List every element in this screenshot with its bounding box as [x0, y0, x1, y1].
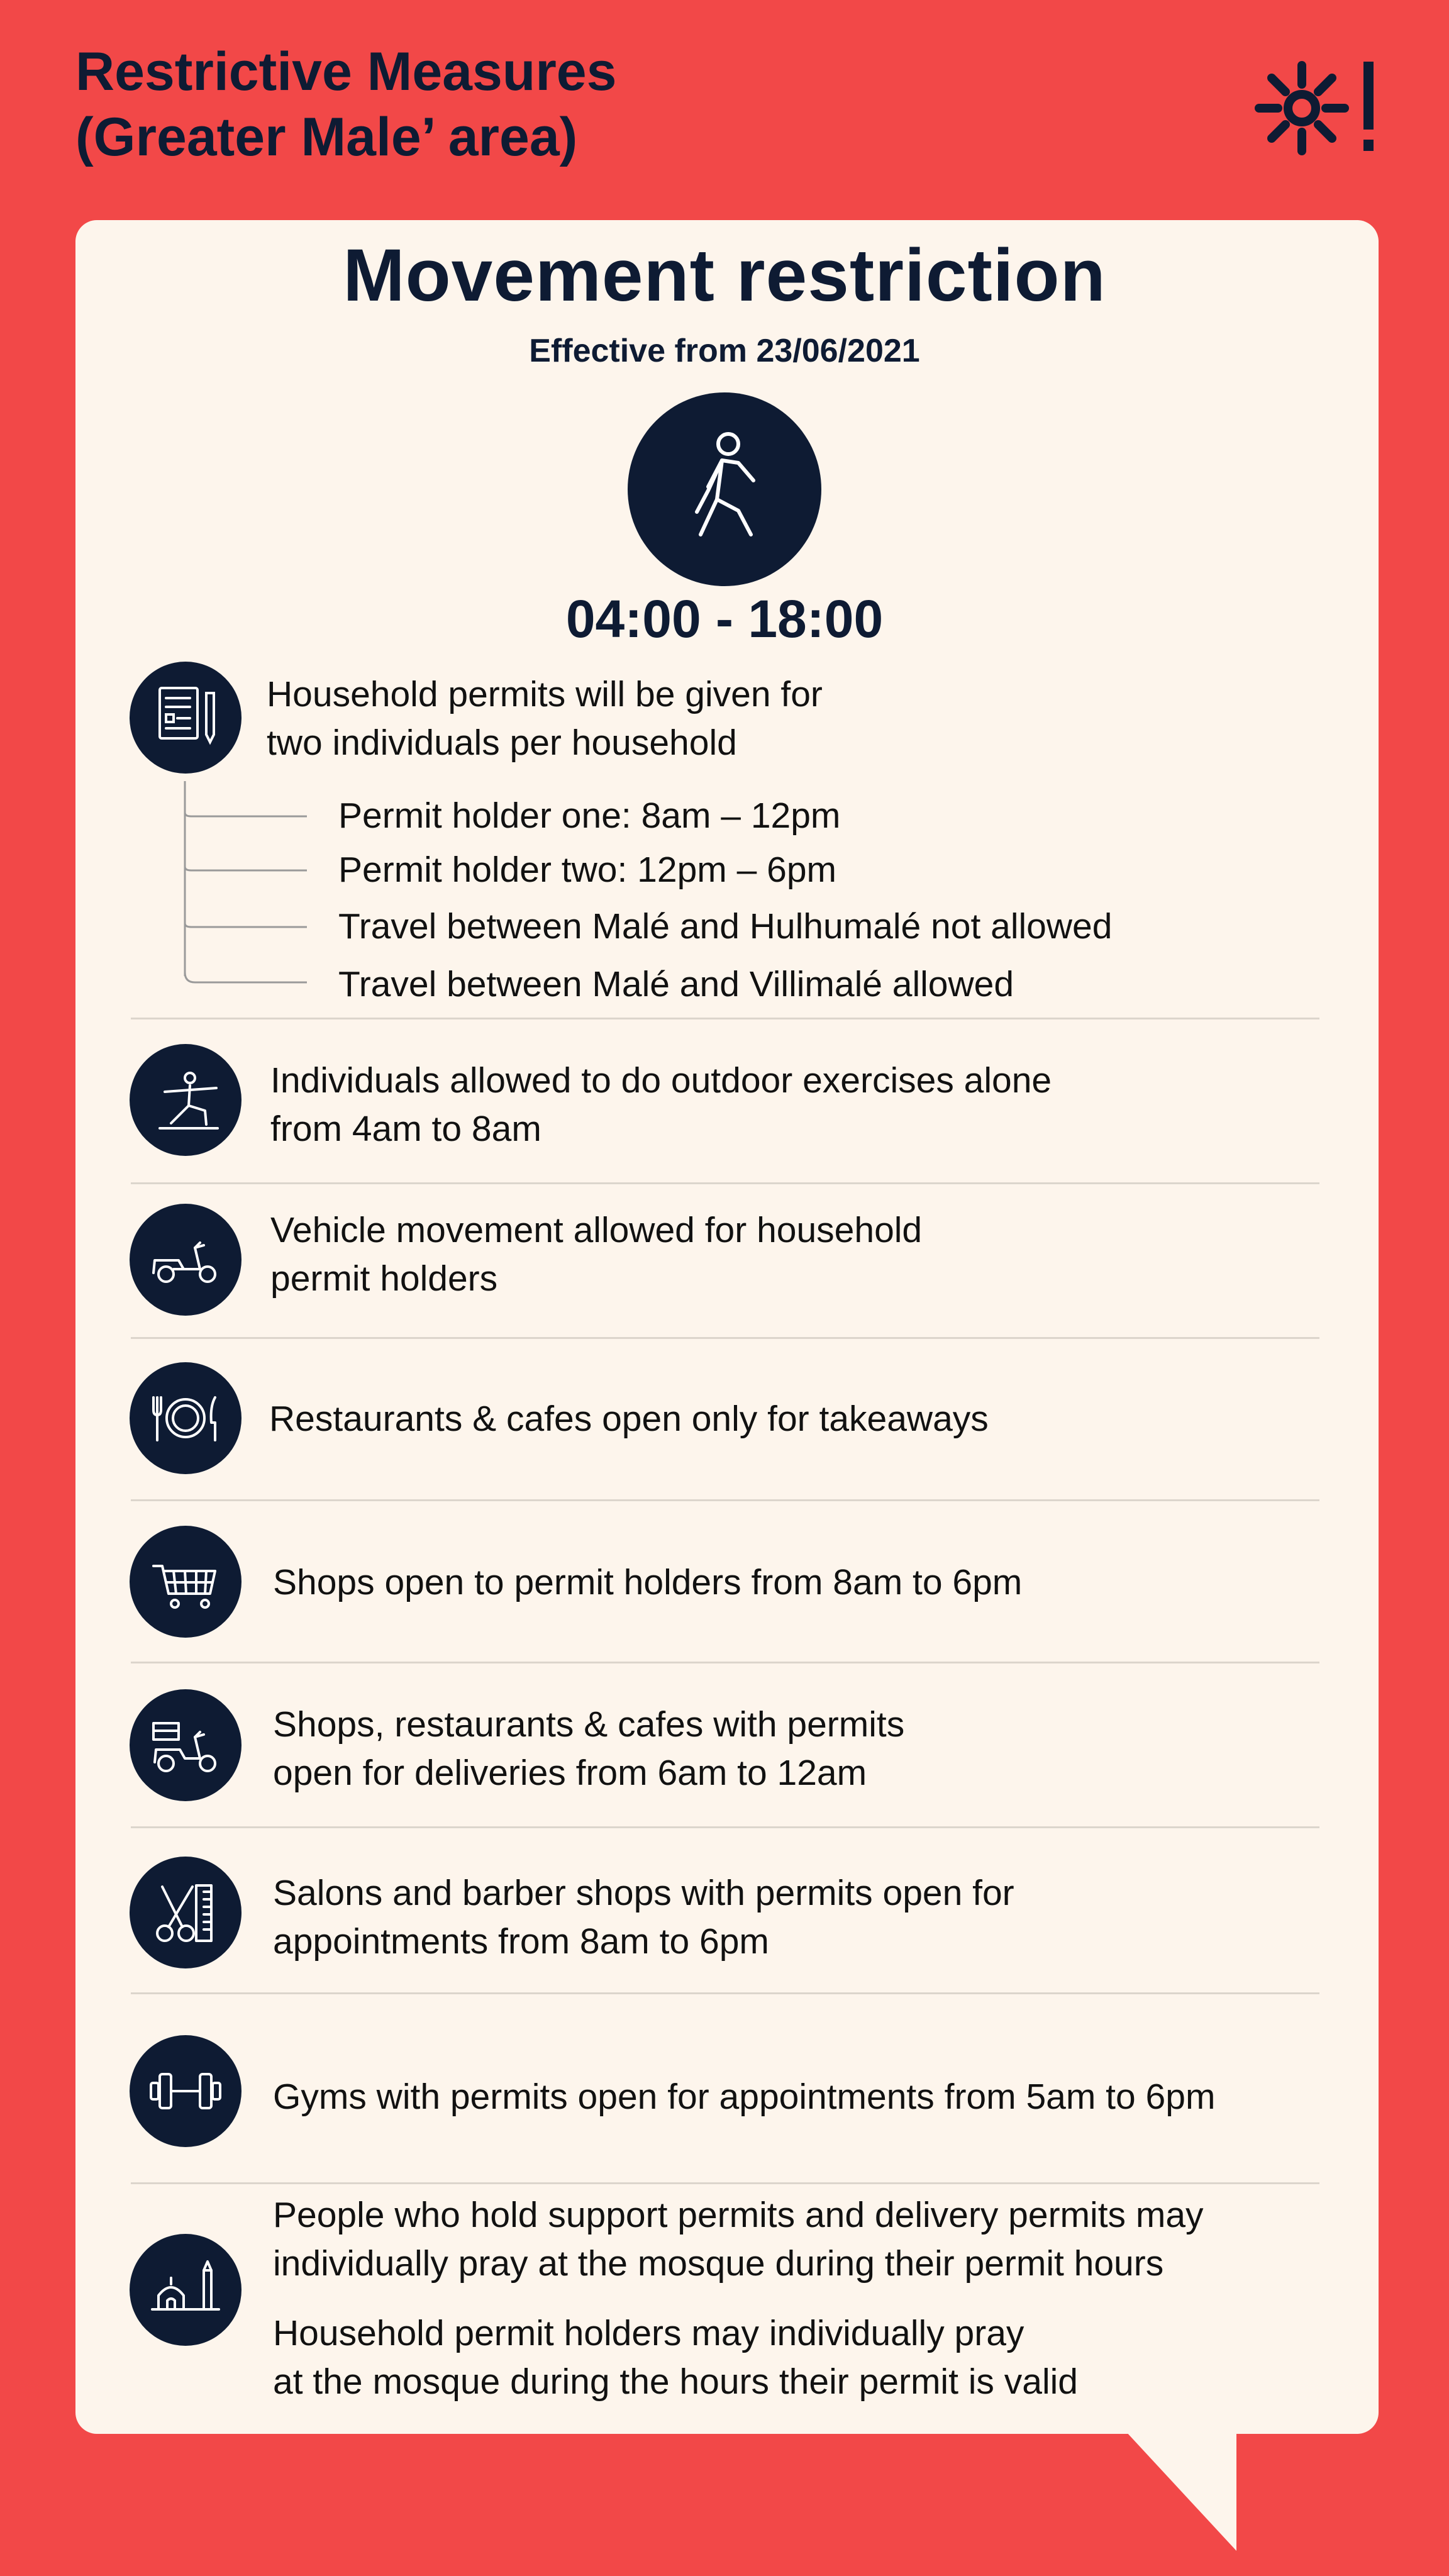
divider	[131, 1499, 1319, 1501]
divider	[131, 1182, 1319, 1184]
walking-person-icon	[628, 392, 821, 586]
sub-item: Travel between Malé and Hulhumalé not allowed	[338, 906, 1113, 947]
rule-text-salons: Salons and barber shops with permits open for appointments from 8am to 6pm	[273, 1873, 1014, 1962]
delivery-scooter-icon	[130, 1689, 242, 1801]
exercise-icon	[130, 1044, 242, 1156]
permit-details-tree	[180, 781, 312, 989]
permits-text: Household permits will be given for two individuals per household	[267, 674, 823, 763]
rule-text-gyms: Gyms with permits open for appointments from 5am to 6pm	[273, 2077, 1216, 2117]
sub-item: Travel between Malé and Villimalé allowed	[338, 964, 1014, 1004]
page-title-line1: Restrictive Measures	[75, 42, 617, 102]
divider	[131, 1992, 1319, 1994]
brand-asterisk-exclamation-icon	[1253, 57, 1385, 157]
rule-text-restaurants: Restaurants & cafes open only for takeaways	[269, 1399, 989, 1439]
mosque-icon	[130, 2234, 242, 2346]
divider	[131, 1018, 1319, 1019]
rule-text-deliveries: Shops, restaurants & cafes with permits open for deliveries from 6am to 12am	[273, 1704, 905, 1793]
card-title: Movement restriction	[343, 234, 1106, 317]
divider	[131, 2182, 1319, 2184]
card-subtitle: Effective from 23/06/2021	[529, 333, 920, 369]
scooter-icon	[130, 1204, 242, 1316]
page-title	[75, 39, 616, 170]
rule-text-exercise: Individuals allowed to do outdoor exercises alone from 4am to 8am	[270, 1060, 1052, 1149]
speech-bubble-tail	[1126, 2431, 1236, 2551]
dumbbell-icon	[130, 2035, 242, 2147]
divider	[131, 1826, 1319, 1828]
restriction-hours: 04:00 - 18:00	[565, 589, 884, 648]
scissors-comb-icon	[130, 1857, 242, 1968]
page-title-line2: (Greater Male’ area)	[75, 107, 578, 167]
plate-cutlery-icon	[130, 1362, 242, 1474]
shopping-cart-icon	[130, 1526, 242, 1638]
rule-text-mosque-household: Household permit holders may individually pray at the mosque during the hours their permit is valid	[273, 2313, 1078, 2402]
sub-item: Permit holder one: 8am – 12pm	[338, 796, 841, 836]
rule-text-mosque-support: People who hold support permits and delivery permits may individually pray at the mosque during their permit hours	[273, 2195, 1204, 2284]
divider	[131, 1662, 1319, 1663]
sub-item: Permit holder two: 12pm – 6pm	[338, 850, 837, 890]
permit-document-icon	[130, 662, 242, 774]
rule-text-vehicle: Vehicle movement allowed for household permit holders	[270, 1210, 923, 1299]
rule-text-shops: Shops open to permit holders from 8am to 6pm	[273, 1562, 1023, 1602]
divider	[131, 1337, 1319, 1339]
